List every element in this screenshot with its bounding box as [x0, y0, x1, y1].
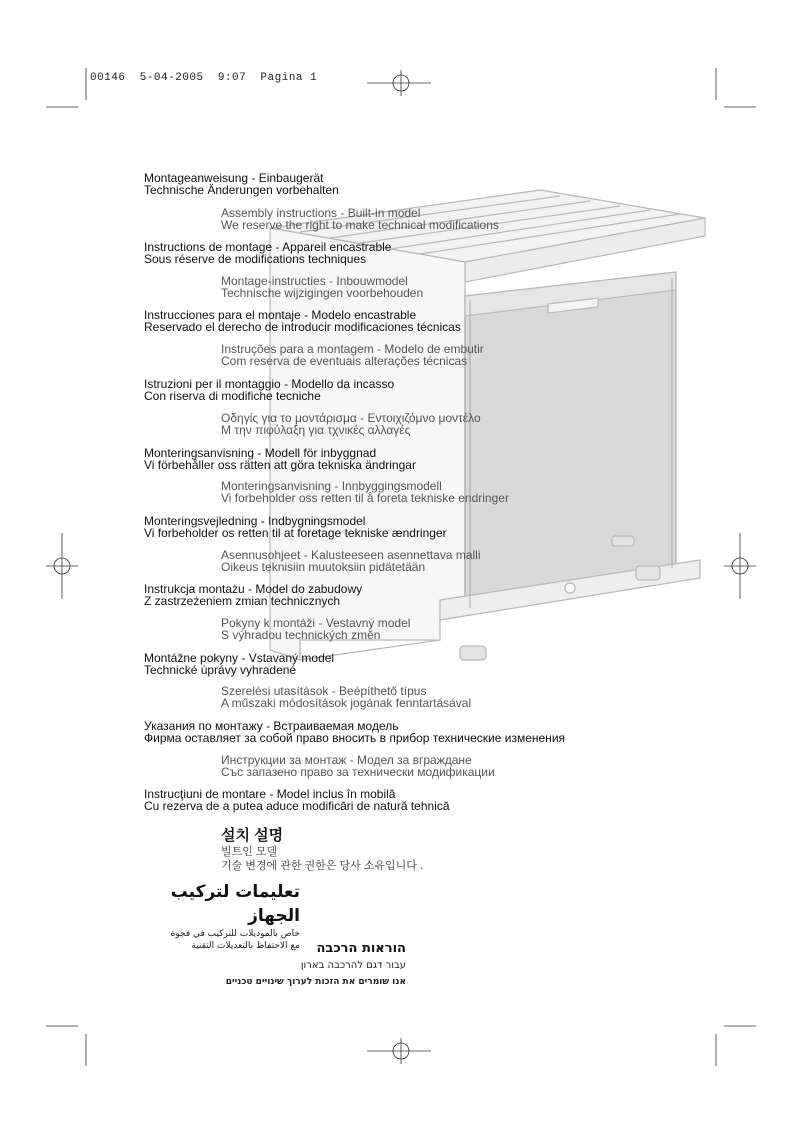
text-block-pl: [144, 583, 362, 607]
subheading: S výhradou technických změn: [221, 628, 381, 642]
subheading: Μ την πιφύλαξη για τχνικές αλλαγές: [221, 423, 411, 437]
text-block-fi: [221, 549, 481, 573]
subheading: Reservado el derecho de introducir modificaciones técnicas: [144, 320, 461, 334]
text-block-nl: [221, 275, 423, 299]
subheading: Oikeus teknisiin muutoksiin pidätetään: [221, 560, 426, 574]
text-block-da: [144, 515, 447, 539]
subheading: Vi forbeholder oss retten til å foreta tekniske endringer: [221, 491, 509, 505]
text-block-el: [221, 412, 481, 436]
subheading: Con riserva di modifiche tecniche: [144, 389, 321, 403]
text-block-bg: [221, 754, 495, 778]
heading: Указания по монтажу - Встраиваемая модель: [144, 719, 399, 733]
text-block-pt: [221, 343, 484, 367]
text-block-cs: [221, 617, 410, 641]
text-block-he: [220, 940, 406, 990]
heading: Monteringsanvisning - Innbyggingsmodell: [221, 479, 442, 493]
text-block-hu: [221, 685, 471, 709]
heading: Monteringsanvisning - Modell för inbyggnad: [144, 446, 377, 460]
heading: Szerelési utasítások - Beépíthető típus: [221, 684, 427, 698]
subheading: Z zastrzeżeniem zmian technicznych: [144, 594, 341, 608]
heading: Monteringsvejledning - Indbygningsmodel: [144, 514, 366, 528]
heading: Asennusohjeet - Kalusteeseen asennettava malli: [221, 548, 481, 562]
print-info: 00146 5-04-2005 9:07 Pagina 1: [90, 72, 318, 84]
subheading: Com reserva de eventuais alterações técnicas: [221, 354, 468, 368]
heading: Инструкции за монтаж - Модел за вграждане: [221, 753, 472, 767]
text-block-ru: [144, 720, 565, 744]
heading: Pokyny k montáži - Vestavný model: [221, 616, 411, 630]
heading: Οδηγίς για το μοντάρισμα - Εντοιχιζόμνο μοντέλο: [221, 411, 481, 425]
subheading: خاص بالموديلات للتركيب في فجوة: [170, 929, 300, 939]
text-block-ko: [221, 827, 423, 873]
text-block-de: [144, 172, 339, 196]
heading: Instruções para a montagem - Modelo de embutir: [221, 342, 484, 356]
text-block-sk: [144, 652, 334, 676]
subheading: Vi förbehåller oss rätten att göra tekniska ändringar: [144, 458, 416, 472]
heading: Montážne pokyny - Vstavaný model: [144, 651, 335, 665]
subheading: Vi forbeholder os retten til at foretage tekniske ændringer: [144, 526, 447, 540]
text-block-it: [144, 378, 394, 402]
subheading: Technické úprávy vyhradené: [144, 663, 297, 677]
subheading: Technische Änderungen vorbehalten: [144, 183, 339, 197]
heading: Instrukcja montażu - Model do zabudowy: [144, 582, 363, 596]
subheading: אנו שומרים את הזכות לערוך שינויים טכניים: [225, 977, 406, 987]
heading: Instrucţiuni de montare - Model inclus în mobilă: [144, 787, 396, 801]
subheading: A műszaki módosítások jogának fenntartásával: [221, 696, 472, 710]
subheading: Със запазено право за технически модификации: [221, 765, 495, 779]
subheading: 기술 변경에 관한 권한은 당사 소유입니다 .: [221, 860, 424, 872]
heading: Istruzioni per il montaggio - Modello da incasso: [144, 377, 395, 391]
heading: הוראות הרכבה: [316, 941, 406, 956]
subheading: We reserve the right to make technical modifications: [221, 218, 499, 232]
text-block-fr: [144, 241, 391, 265]
text-block-en: [221, 207, 499, 231]
heading: Instrucciones para el montaje - Modelo encastrable: [144, 308, 417, 322]
text-block-ro: [144, 788, 450, 812]
heading: Assembly instructions - Built-in model: [221, 206, 421, 220]
subheading: 빌트인 모델: [221, 846, 278, 858]
heading: Montage-instructies - Inbouwmodel: [221, 274, 408, 288]
heading: Instructions de montage - Appareil encastrable: [144, 240, 392, 254]
subheading: עבור דגם להרכבה בארון: [300, 960, 406, 971]
heading: Montageanweisung - Einbaugerät: [144, 171, 324, 185]
subheading: مع الاحتفاظ بالتعديلات التقنية: [191, 941, 300, 951]
text-block-sv: [144, 447, 416, 471]
text-block-es: [144, 309, 461, 333]
heading: 설치 설명: [221, 827, 284, 844]
subheading: Sous réserve de modifications techniques: [144, 252, 367, 266]
subheading: Cu rezerva de a putea aduce modificări de natură tehnică: [144, 799, 450, 813]
subheading: Фирма оставляет за собой право вносить в прибор технические изменения: [144, 731, 566, 745]
heading: تعليمات لتركيب الجهاز: [170, 882, 300, 926]
text-block-no: [221, 480, 509, 504]
subheading: Technische wijzigingen voorbehouden: [221, 286, 424, 300]
